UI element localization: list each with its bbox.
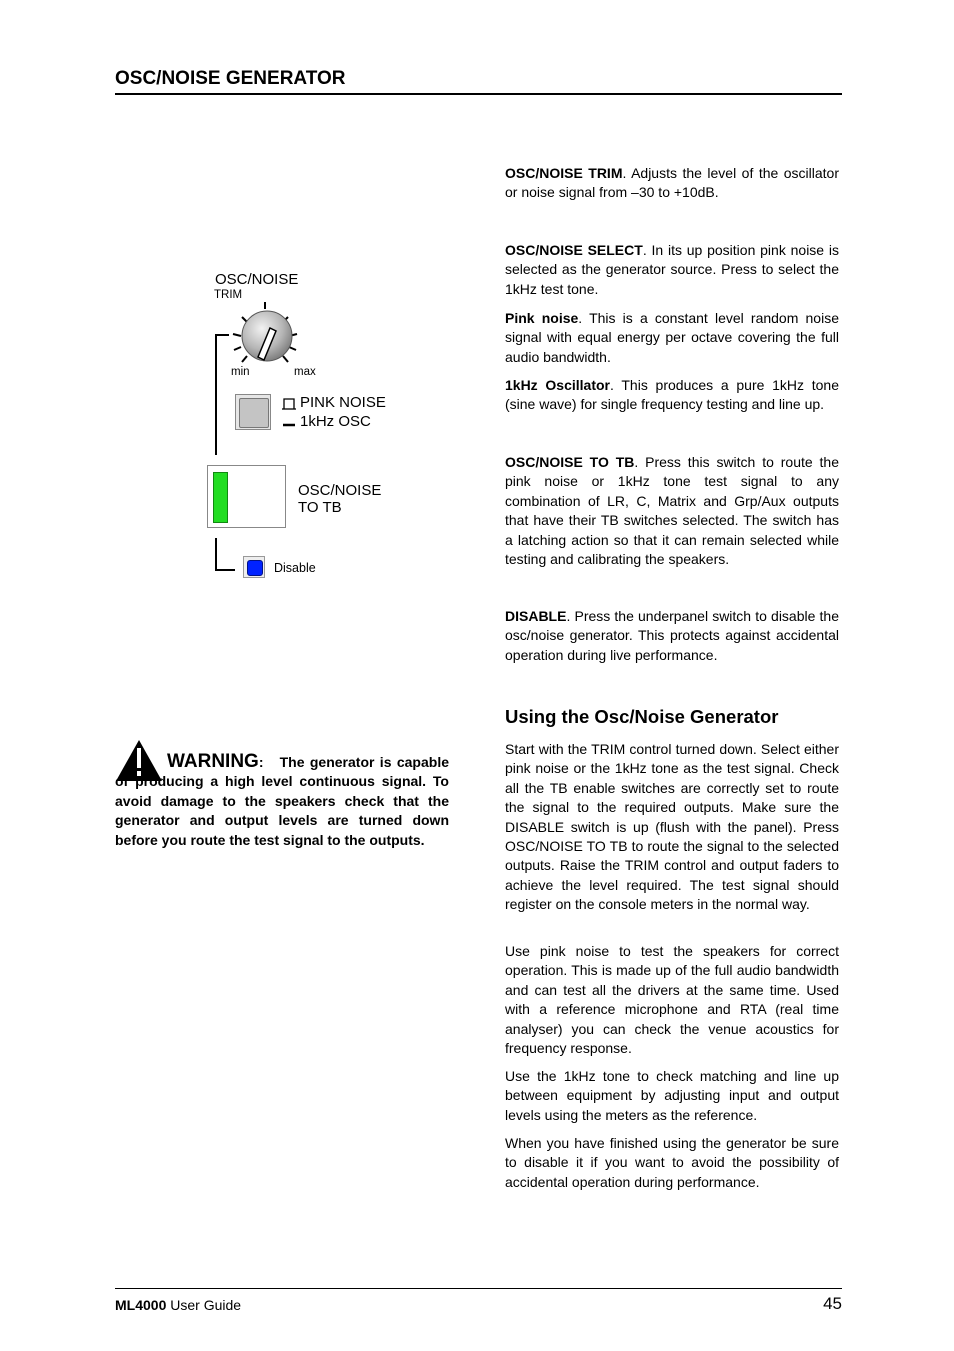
tb-led: [213, 472, 228, 523]
term: Pink noise: [505, 310, 579, 326]
warning-block: WARNING: The generator is capable of producing a high level continuous signal. To avoid damage to the speakers check that the generator and output levels are turned down before you route the test signal to the outputs.: [115, 751, 449, 848]
using-paragraph-1: Start with the TRIM control turned down. Select either pink noise or the 1kHz tone as the test signal. Check all the TB enable switches are correctly set to route the signal to the required outputs. Make sure the DISABLE switch is up (flush with the panel). Press OSC/NOISE TO TB to route the signal to the selected outputs. Raise the TRIM control and output faders to achieve the level required. The test signal should register on the console meters in the normal way.: [505, 741, 839, 913]
using-paragraph-3: Use the 1kHz tone to check matching and line up between equipment by adjusting input and output levels using the meters as the reference.: [505, 1068, 839, 1123]
warning-text: The generator is capable of producing a high level continuous signal. To avoid damage to the speakers check that the generator and output levels are turned down before you route the test signal to the outputs.: [115, 754, 449, 848]
select-description: OSC/NOISE SELECT. In its up position pink noise is selected as the generator source. Press to select the 1kHz test tone.: [505, 242, 839, 297]
knob-max-label: max: [294, 366, 316, 378]
knob-label: OSC/NOISE: [215, 271, 299, 288]
term: DISABLE: [505, 608, 567, 624]
to-tb-description: OSC/NOISE TO TB. Press this switch to route the pink noise or 1kHz tone test signal to any combination of LR, C, Matrix and Grp/Aux outputs that have their TB switches selected. The switch has a latching action so that it can remain selected while testing and calibrating the speakers.: [505, 454, 839, 568]
oscillator-description: 1kHz Oscillator. This produces a pure 1kHz tone (sine wave) for single frequency testing and line up.: [505, 377, 840, 413]
pink-noise-label: PINK NOISE: [300, 394, 386, 411]
disable-description: DISABLE. Press the underpanel switch to disable the osc/noise generator. This protects against accidental operation during live performance.: [505, 608, 839, 663]
page-number: 45: [823, 1294, 842, 1313]
switch-position-icon: [282, 397, 296, 429]
knob-min-label: min: [231, 366, 250, 378]
to-tb-label-1: OSC/NOISE: [298, 482, 382, 499]
page-title: OSC/NOISE GENERATOR: [115, 68, 346, 89]
warning-word: WARNING: [167, 751, 259, 772]
header-rule: [115, 93, 842, 95]
osc-label: 1kHz OSC: [300, 413, 371, 430]
term: OSC/NOISE SELECT: [505, 242, 643, 258]
pink-noise-description: Pink noise. This is a constant level random noise signal with equal energy per octave covering the full audio bandwidth.: [505, 310, 839, 365]
to-tb-label-2: TO TB: [298, 499, 342, 516]
term: OSC/NOISE TO TB: [505, 454, 635, 470]
trim-description: OSC/NOISE TRIM. Adjusts the level of the oscillator or noise signal from –30 to +10dB.: [505, 165, 839, 201]
footer-title: ML4000 User Guide: [115, 1297, 242, 1313]
osc-noise-to-tb-button[interactable]: [207, 465, 286, 528]
knob-sublabel: TRIM: [214, 289, 243, 301]
using-paragraph-4: When you have finished using the generator be sure to disable it if you want to avoid the possibility of accidental operation during performance.: [505, 1135, 839, 1190]
disable-switch[interactable]: [243, 556, 265, 578]
term: 1kHz Oscillator: [505, 377, 610, 393]
trim-knob[interactable]: [240, 307, 300, 365]
using-paragraph-2: Use pink noise to test the speakers for correct operation. This is made up of the full audio bandwidth and can test all the drivers at the same time. Used with a reference microphone and RTA (real time analyser) you can check the venue acoustics for frequency response.: [505, 943, 839, 1057]
term: OSC/NOISE TRIM: [505, 165, 623, 181]
footer-rule: [115, 1288, 842, 1289]
osc-noise-select-button[interactable]: [235, 394, 271, 430]
section-heading: Using the Osc/Noise Generator: [505, 706, 779, 727]
disable-label: Disable: [274, 561, 316, 575]
